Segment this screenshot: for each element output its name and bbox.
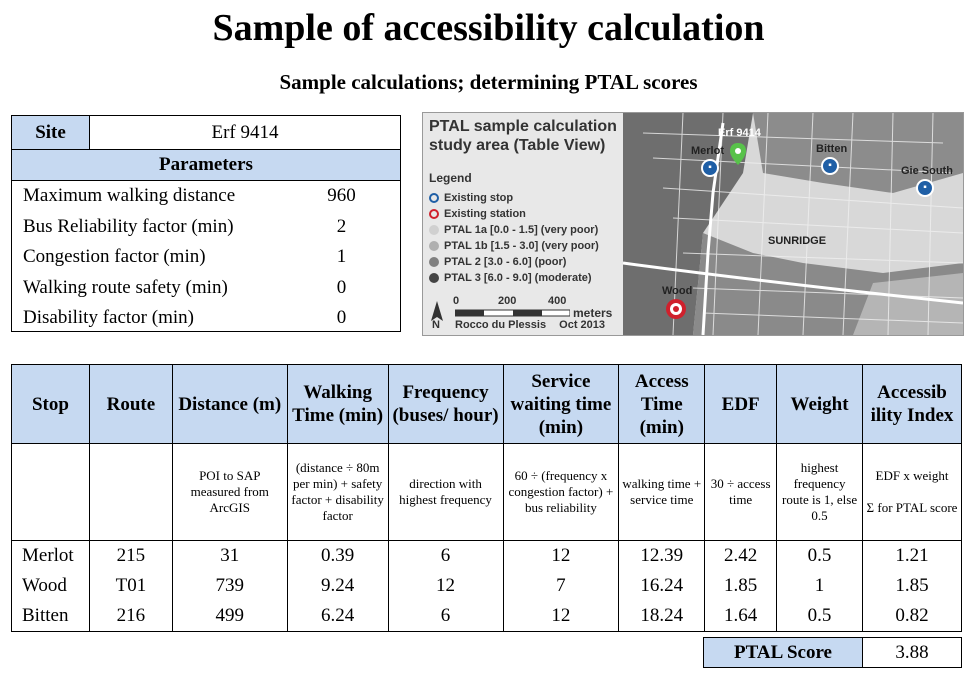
cell-route: 216 <box>89 601 172 632</box>
desc-distance: POI to SAP measured from ArcGIS <box>172 444 287 541</box>
parameters-header: Parameters <box>12 150 400 181</box>
table-header-row <box>12 365 962 444</box>
cell-edf: 1.85 <box>705 571 777 601</box>
parameters-box <box>11 115 401 332</box>
map-credit <box>455 319 605 331</box>
header-access-time: Access Time (min) <box>619 365 705 444</box>
site-label: Site <box>12 116 90 149</box>
legend-item-label: Existing station <box>444 208 526 220</box>
parameter-row <box>12 181 400 212</box>
cell-distance: 739 <box>172 571 287 601</box>
site-value: Erf 9414 <box>211 122 279 143</box>
scale-max: 400 <box>548 295 567 307</box>
parameter-value: 1 <box>336 246 347 267</box>
header-stop: Stop <box>12 365 90 444</box>
legend-item-label: PTAL 1a [0.0 - 1.5] (very poor) <box>444 224 599 236</box>
desc-service-waiting-time: 60 ÷ (frequency x congestion factor) + bus reliability <box>503 444 619 541</box>
cell-distance: 31 <box>172 541 287 572</box>
legend-item <box>429 240 599 252</box>
north-label: N <box>432 319 440 331</box>
station-icon <box>429 209 439 219</box>
gie-south-label: Gie South <box>901 165 953 177</box>
wood-station-icon <box>665 298 687 320</box>
sunridge-label: SUNRIDGE <box>768 235 827 247</box>
map-legend <box>423 113 623 335</box>
table-row <box>12 601 962 632</box>
site-row <box>12 116 400 150</box>
cell-frequency: 6 <box>388 601 503 632</box>
ptal-map <box>422 112 964 336</box>
desc-frequency: direction with highest frequency <box>388 444 503 541</box>
cell-accessibility-index: 0.82 <box>863 601 962 632</box>
parameter-label: Walking route safety (min) <box>23 276 228 298</box>
page-title: Sample of accessibility calculation <box>212 7 765 49</box>
desc-access-time: walking time + service time <box>619 444 705 541</box>
legend-item <box>429 208 526 220</box>
scale-unit: meters <box>573 306 613 320</box>
desc-edf: 30 ÷ access time <box>705 444 777 541</box>
desc-stop <box>12 444 90 541</box>
legend-item <box>429 192 513 204</box>
legend-item-label: PTAL 3 [6.0 - 9.0] (moderate) <box>444 272 592 284</box>
header-accessibility-index: Accessib ility Index <box>863 365 962 444</box>
cell-accessibility-index: 1.85 <box>863 571 962 601</box>
scale-mid: 200 <box>498 295 517 307</box>
calculation-table <box>11 364 962 632</box>
map-author: Rocco du Plessis <box>455 319 547 331</box>
bitten-label: Bitten <box>816 143 848 155</box>
legend-item-label: PTAL 2 [3.0 - 6.0] (poor) <box>444 256 567 268</box>
cell-service-waiting-time: 7 <box>503 571 619 601</box>
cell-stop: Merlot <box>12 541 90 572</box>
cell-access-time: 18.24 <box>619 601 705 632</box>
header-walking-time: Walking Time (min) <box>287 365 388 444</box>
ptal-3-swatch-icon <box>429 273 439 283</box>
table-row <box>12 541 962 572</box>
wood-label: Wood <box>662 285 693 297</box>
cell-route: 215 <box>89 541 172 572</box>
cell-edf: 1.64 <box>705 601 777 632</box>
parameter-row <box>12 242 400 273</box>
cell-walking-time: 6.24 <box>287 601 388 632</box>
erf-label: Erf 9414 <box>718 127 761 139</box>
cell-frequency: 6 <box>388 541 503 572</box>
header-route: Route <box>89 365 172 444</box>
bus-stop-icon <box>429 193 439 203</box>
cell-access-time: 16.24 <box>619 571 705 601</box>
parameter-label: Maximum walking distance <box>23 185 236 206</box>
cell-accessibility-index: 1.21 <box>863 541 962 572</box>
cell-route: T01 <box>89 571 172 601</box>
table-description-row <box>12 444 962 541</box>
parameter-row <box>12 212 400 243</box>
parameter-label: Congestion factor (min) <box>23 246 206 267</box>
legend-item <box>429 224 598 236</box>
header-distance: Distance (m) <box>172 365 287 444</box>
header-frequency: Frequency (buses/ hour) <box>388 365 503 444</box>
desc-weight: highest frequency route is 1, else 0.5 <box>777 444 863 541</box>
ptal-score-box <box>703 637 962 668</box>
parameter-value: 960 <box>327 185 356 206</box>
header-service-waiting-time: Service waiting time (min) <box>503 365 619 444</box>
map-date: Oct 2013 <box>559 319 606 331</box>
gie-south-bus-stop-icon: ▪ <box>916 179 934 197</box>
cell-walking-time: 0.39 <box>287 541 388 572</box>
ptal-1a-swatch-icon <box>429 225 439 235</box>
ptal-score-label: PTAL Score <box>704 638 863 667</box>
header-weight: Weight <box>777 365 863 444</box>
cell-edf: 2.42 <box>705 541 777 572</box>
desc-walking-time: (distance ÷ 80m per min) + safety factor + disability factor <box>287 444 388 541</box>
merlot-label: Merlot <box>691 145 724 157</box>
parameter-value: 0 <box>336 307 347 328</box>
scale-zero: 0 <box>453 295 460 307</box>
merlot-bus-stop-icon: ▪ <box>701 159 719 177</box>
table-row <box>12 571 962 601</box>
cell-weight: 0.5 <box>777 601 863 632</box>
cell-service-waiting-time: 12 <box>503 601 619 632</box>
page-subtitle: Sample calculations; determining PTAL scores <box>279 70 698 94</box>
map-title: PTAL sample calculation study area (Table View) <box>429 118 617 154</box>
legend-item-label: Existing stop <box>444 192 514 204</box>
parameter-row <box>12 273 400 304</box>
location-pin-icon <box>730 143 746 165</box>
cell-weight: 1 <box>777 571 863 601</box>
legend-item-label: PTAL 1b [1.5 - 3.0] (very poor) <box>444 240 599 252</box>
legend-item <box>429 256 566 268</box>
parameter-label: Bus Reliability factor (min) <box>23 215 234 237</box>
cell-stop: Wood <box>12 571 90 601</box>
cell-frequency: 12 <box>388 571 503 601</box>
parameter-row <box>12 303 400 334</box>
cell-weight: 0.5 <box>777 541 863 572</box>
ptal-2-swatch-icon <box>429 257 439 267</box>
cell-service-waiting-time: 12 <box>503 541 619 572</box>
cell-access-time: 12.39 <box>619 541 705 572</box>
cell-distance: 499 <box>172 601 287 632</box>
desc-route <box>89 444 172 541</box>
desc-accessibility-index: EDF x weight Σ for PTAL score <box>863 444 962 541</box>
ptal-1b-swatch-icon <box>429 241 439 251</box>
parameter-value: 2 <box>336 215 347 237</box>
ptal-score-value: 3.88 <box>895 642 929 663</box>
bitten-bus-stop-icon: ▪ <box>821 157 839 175</box>
scale-bar <box>455 309 570 317</box>
parameter-label: Disability factor (min) <box>23 307 194 328</box>
legend-heading: Legend <box>429 171 472 185</box>
cell-walking-time: 9.24 <box>287 571 388 601</box>
parameter-value: 0 <box>336 276 347 298</box>
legend-item <box>429 272 592 284</box>
header-edf: EDF <box>705 365 777 444</box>
cell-stop: Bitten <box>12 601 90 632</box>
